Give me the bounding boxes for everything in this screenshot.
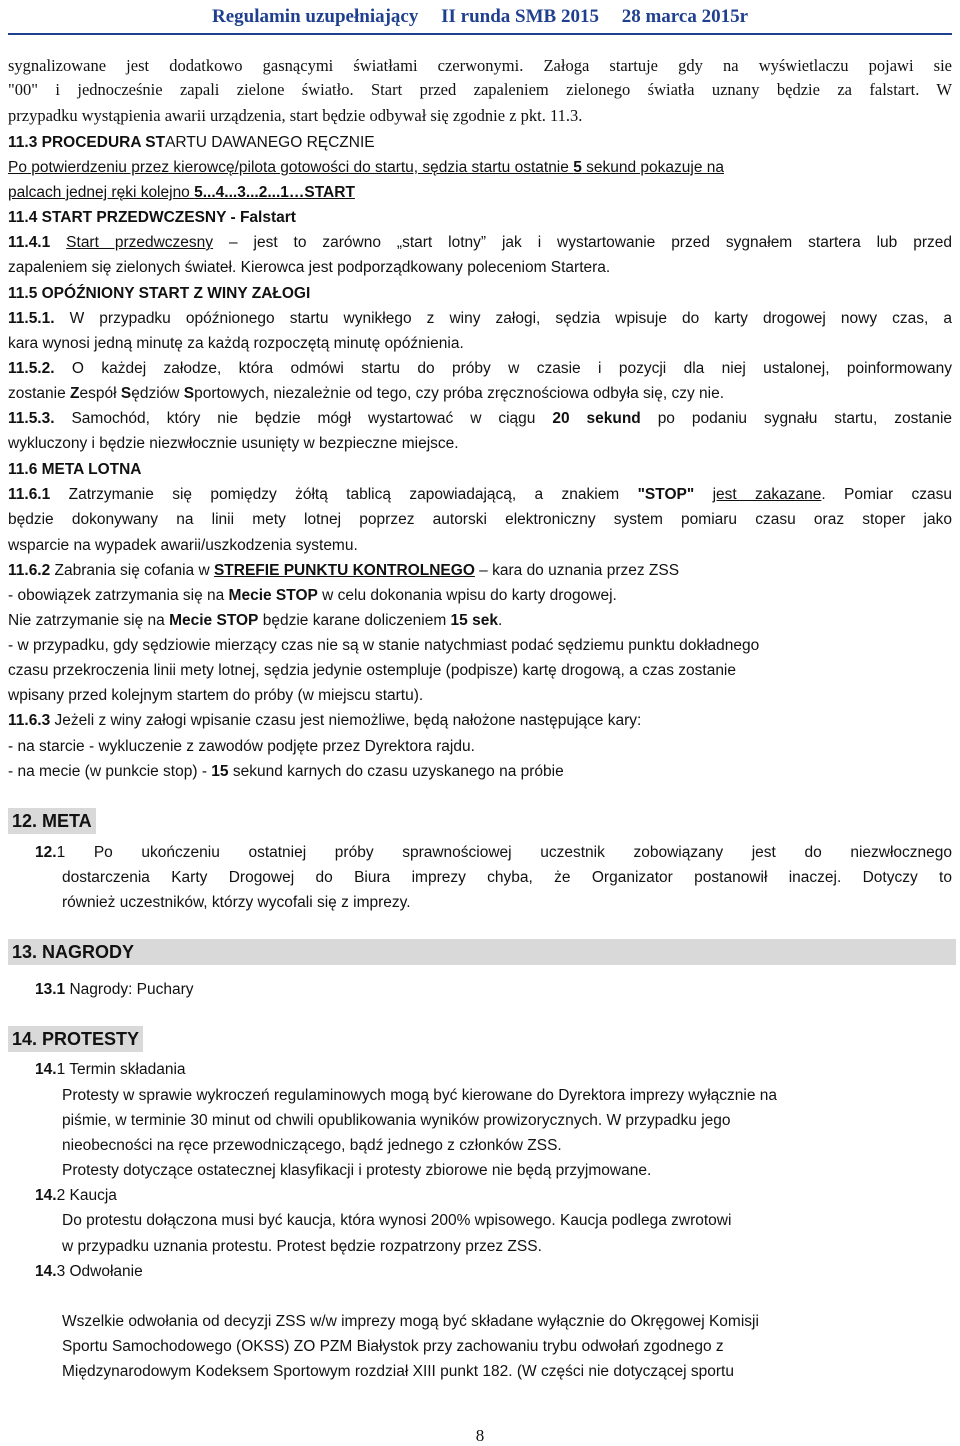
section-12-heading: 12. META [8,808,96,834]
section-14-1-line-4: Protesty dotyczące ostatecznej klasyfikacji i protesty zbiorowe nie będą przyjmowane. [62,1162,652,1179]
section-11-6-2-line-6: wpisany przed kolejnym startem do próby (w miejscu startu). [8,687,424,704]
header-rule [8,33,952,35]
section-11-5-1-line-1: 11.5.1. W przypadku opóźnionego startu wynikłego z winy załogi, sędzia wpisuje do karty drogowej nowy czas, a [8,310,952,327]
section-14-2-title: 14.2 Kaucja [35,1187,117,1204]
section-11-3-line-2: palcach jednej ręki kolejno 5...4...3...2...1…START [8,184,355,201]
section-11-5-2-line-1: 11.5.2. O każdej załodze, która odmówi startu do próby w czasie i pozycji dla niej ustalonej, poinformowany [8,360,952,377]
section-13-heading: 13. NAGRODY [8,939,956,965]
section-11-5-3-line-2: wykluczony i będzie niezwłocznie usunięty w bezpieczne miejsce. [8,435,459,452]
section-14-heading: 14. PROTESTY [8,1026,143,1052]
section-11-6-2-line-5: czasu przekroczenia linii mety lotnej, sędzia jedynie ostempluje (podpisze) kartę drogową, a czas zostanie [8,662,737,679]
section-14-1-line-2: piśmie, w terminie 30 minut od chwili opublikowania wyników prowizorycznych. W przypadku jego [62,1112,731,1129]
section-11-5-heading: 11.5 OPÓŹNIONY START Z WINY ZAŁOGI [8,285,311,302]
section-11-3-heading: 11.3 PROCEDURA STARTU DAWANEGO RĘCZNIE [8,134,375,151]
section-11-4-1-line-2: zapaleniem się zielonych świateł. Kierowca jest podporządkowany poleceniom Startera. [8,259,611,276]
section-14-1-line-1: Protesty w sprawie wykroczeń regulaminowych mogą być kierowane do Dyrektora imprezy wyłącznie na [62,1087,778,1104]
intro-line-3: przypadku wystąpienia awarii urządzenia, start będzie odbywał się zgodnie z pkt. 11.3. [8,106,583,125]
section-14-1-title: 14.1 Termin składania [35,1061,186,1078]
section-12-1-line-3: również uczestników, którzy wycofali się z imprezy. [62,894,411,911]
section-12-1-line-1: 12.1 Po ukończeniu ostatniej próby sprawnościowej uczestnik zobowiązany jest do niezwłocznego [35,844,952,861]
page-number: 8 [475,1426,485,1445]
section-11-6-3-line-2: - na starcie - wykluczenie z zawodów podjęte przez Dyrektora rajdu. [8,738,475,755]
section-14-3-line-1: Wszelkie odwołania od decyzji ZSS w/w imprezy mogą być składane wyłącznie do Okręgowej Komisji [62,1313,759,1330]
section-11-4-1-line-1: 11.4.1 Start przedwczesny – jest to zarówno „start lotny” jak i wystartowanie przed sygnałem startera lub przed [8,234,952,251]
header-round: II runda SMB 2015 [441,6,599,27]
section-13-1-line: 13.1 Nagrody: Puchary [35,981,194,998]
section-11-5-1-line-2: kara wynosi jedną minutę za każdą rozpoczętą minutę opóźnienia. [8,335,464,352]
section-14-3-title: 14.3 Odwołanie [35,1263,143,1280]
section-11-6-3-line-1: 11.6.3 Jeżeli z winy załogi wpisanie czasu jest niemożliwe, będą nałożone następujące kary: [8,712,642,729]
section-14-1-line-3: nieobecności na ręce przewodniczącego, bądź jednego z członków ZSS. [62,1137,562,1154]
header-date: 28 marca 2015r [621,6,749,27]
intro-line-2: "00" i jednocześnie zapali zielone światło. Start przed zapaleniem zielonego światła uznany będzie za falstart. W [8,80,952,99]
section-11-6-2-line-3: Nie zatrzymanie się na Mecie STOP będzie karane doliczeniem 15 sek. [8,612,503,629]
section-14-3-line-3: Międzynarodowym Kodeksem Sportowym rozdział XIII punkt 182. (W części nie dotyczącej sportu [62,1363,734,1380]
section-14-2-line-2: w przypadku uznania protestu. Protest będzie rozpatrzony przez ZSS. [62,1238,542,1255]
section-11-3-line-1: Po potwierdzeniu przez kierowcę/pilota gotowości do startu, sędzia startu ostatnie 5 sekund pokazuje na [8,159,724,176]
intro-line-1: sygnalizowane jest dodatkowo gasnącymi światłami czerwonymi. Załoga startuje gdy na wyświetlaczu pojawi sie [8,56,952,75]
section-14-3-line-2: Sportu Samochodowego (OKSS) ZO PZM Białystok przy zachowaniu trybu odwołań zgodnego z [62,1338,724,1355]
section-11-4-heading: 11.4 START PRZEDWCZESNY - Falstart [8,209,296,226]
section-11-5-2-line-2: zostanie Zespół Sędziów Sportowych, niezależnie od tego, czy próba zręcznościowa odbyła się, czy nie. [8,385,725,402]
section-11-6-1-line-2: będzie dokonywany na linii mety lotnej poprzez autorski elektroniczny system pomiaru czasu oraz stoper jako [8,511,952,528]
section-12-1-line-2: dostarczenia Karty Drogowej do Biura imprezy chyba, że Organizator postanowił inaczej. Dotyczy to [62,869,952,886]
page-header [0,6,960,32]
section-11-5-3-line-1: 11.5.3. Samochód, który nie będzie mógł wystartować w ciągu 20 sekund po podaniu sygnału startu, zostanie [8,410,953,427]
section-11-6-2-line-4: - w przypadku, gdy sędziowie mierzący czas nie są w stanie natychmiast podać sędziemu punktu dokładnego [8,637,760,654]
section-11-6-3-line-3: - na mecie (w punkcie stop) - 15 sekund karnych do czasu uzyskanego na próbie [8,763,564,780]
section-14-2-line-1: Do protestu dołączona musi być kaucja, która wynosi 200% wpisowego. Kaucja podlega zwrotowi [62,1212,732,1229]
section-11-6-heading: 11.6 META LOTNA [8,461,142,478]
section-11-6-1-line-1: 11.6.1 Zatrzymanie się pomiędzy żółtą tablicą zapowiadającą, a znakiem "STOP" jest zakazane. Pomiar czasu [8,486,952,503]
section-11-6-1-line-3: wsparcie na wypadek awarii/uszkodzenia systemu. [8,537,358,554]
section-11-6-2-line-1: 11.6.2 Zabrania się cofania w STREFIE PUNKTU KONTROLNEGO – kara do uznania przez ZSS [8,562,680,579]
section-11-6-2-line-2: - obowiązek zatrzymania się na Mecie STOP w celu dokonania wpisu do karty drogowej. [8,587,617,604]
header-title: Regulamin uzupełniający [211,6,419,27]
